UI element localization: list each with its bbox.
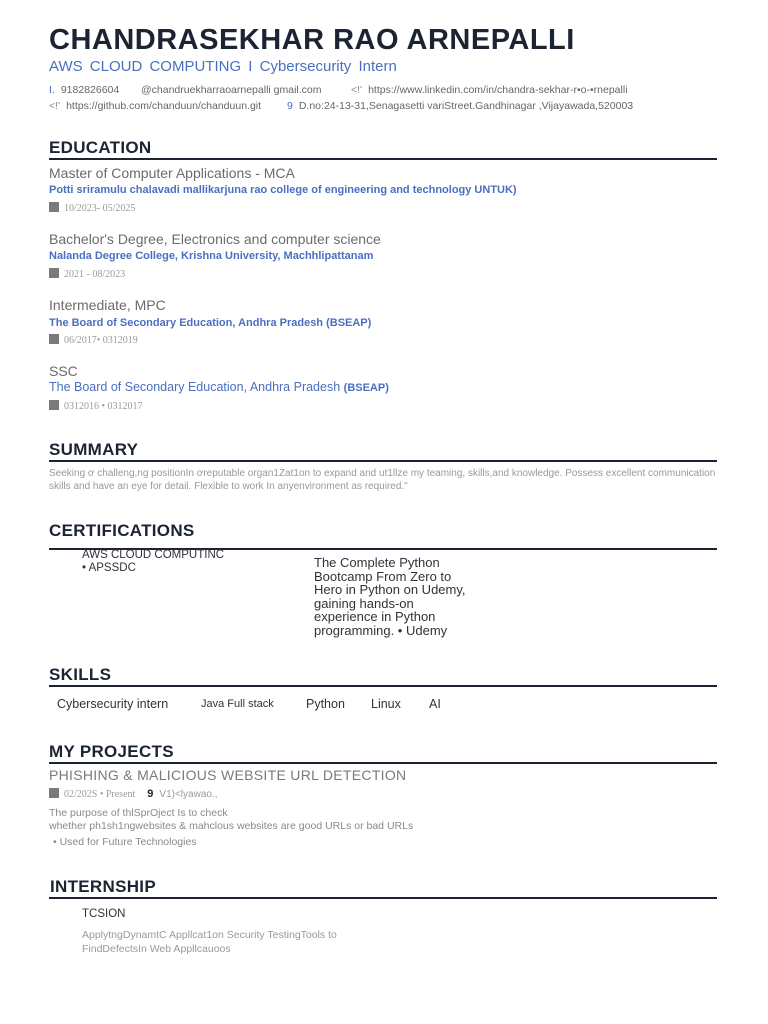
calendar-icon	[49, 268, 59, 278]
github-row[interactable]	[49, 100, 261, 112]
project-description: The purpose of thlSprOject Is to check whether ph1sh1ngwebsites & mahclous websites are good URLs or bad URLs	[49, 807, 414, 832]
certification-aws: AWS CLOUD COMPUTINC • APSSDC	[82, 549, 225, 574]
education-institution	[49, 380, 389, 394]
phone-row	[49, 84, 119, 96]
education-institution: Nalanda Degree College, Krishna University, Machhlipattanam	[49, 250, 374, 262]
location-pin-icon: 9	[287, 100, 293, 112]
education-dates	[49, 268, 125, 280]
link-icon: <!'	[351, 84, 363, 96]
education-dates-text: 10/2023- 05/2025	[64, 203, 136, 214]
section-title-projects: MY PROJECTS	[49, 742, 174, 761]
education-dates	[49, 334, 138, 346]
education-degree: Master of Computer Applications - MCA	[49, 165, 295, 181]
email-row[interactable]	[141, 84, 322, 96]
linkedin-link[interactable]: https://www.linkedin.com/in/chandra-sekhar-r•o-•rnepalli	[368, 84, 628, 96]
skill-tag: Java Full stack	[201, 698, 274, 710]
phone-icon: I.	[49, 84, 55, 96]
education-dates	[49, 202, 135, 214]
education-dates	[49, 400, 143, 412]
calendar-icon	[49, 400, 59, 410]
education-institution-suffix: (BSEAP)	[343, 382, 389, 394]
summary-text: Seeking ơ challeng,ng positionIn ơreputable organ1Zat1on to expand and ut1llze my teaming, skills,and knowledge. Possess excellent communication skills and have an eye for detail. Flexible to work In anyenvironment as required."	[49, 468, 716, 492]
phone-text: 9182826604	[60, 84, 120, 96]
section-title-internship: INTERNSHIP	[50, 877, 156, 896]
project-dates: 02/202S • Present	[64, 789, 136, 800]
section-title-education: EDUCATION	[49, 138, 152, 157]
section-divider	[49, 897, 717, 899]
education-degree: Bachelor's Degree, Electronics and computer science	[49, 231, 381, 247]
skill-tag: Python	[306, 697, 345, 711]
education-institution: Potti sriramulu chalavadi mallikarjuna rao college of engineering and technology UNTUK)	[49, 184, 517, 196]
location-pin-icon: 9	[147, 788, 154, 800]
internship-company: TCSION	[82, 908, 126, 920]
calendar-icon	[49, 788, 59, 798]
project-location: V1)<lyawao.,	[159, 789, 218, 800]
candidate-name: CHANDRASEKHAR RAO ARNEPALLI	[49, 24, 575, 56]
education-degree: Intermediate, MPC	[49, 297, 166, 313]
section-divider	[49, 460, 717, 462]
section-divider	[49, 158, 717, 160]
skill-tag: Linux	[371, 697, 401, 711]
education-institution: The Board of Secondary Education, Andhra Pradesh (BSEAP)	[49, 317, 372, 329]
project-title: PHISHING & MALICIOUS WEBSITE URL DETECTION	[49, 767, 407, 783]
education-institution-text: The Board of Secondary Education, Andhra Pradesh	[49, 380, 341, 394]
internship-description: ApplytngDynamtC Appllcat1on Security TestingTools to FindDefectsIn Web Appllcauoos	[82, 929, 337, 955]
skill-tag: AI	[429, 697, 441, 711]
candidate-role: AWS CLOUD COMPUTING I Cybersecurity Intern	[49, 58, 397, 75]
calendar-icon	[49, 334, 59, 344]
email-text[interactable]: @chandruekharraoarnepalli gmail.com	[141, 84, 322, 96]
linkedin-row[interactable]	[351, 84, 628, 96]
link-icon: <!'	[49, 100, 61, 112]
education-dates-text: 06/2017• 0312019	[64, 335, 138, 346]
certification-python: The Complete Python Bootcamp From Zero to Hero in Python on Udemy, gaining hands-on experience in Python programming. • Udemy	[314, 555, 466, 638]
education-degree: SSC	[49, 363, 78, 379]
github-link[interactable]: https://github.com/chanduun/chanduun.git	[66, 100, 262, 112]
project-meta	[49, 788, 218, 800]
education-dates-text: 0312016 • 0312017	[64, 401, 143, 412]
section-divider	[49, 685, 717, 687]
section-title-summary: SUMMARY	[49, 440, 139, 459]
section-title-certifications: CERTIFICATIONS	[49, 521, 195, 540]
education-dates-text: 2021 - 08/2023	[64, 269, 126, 280]
skill-tag: Cybersecurity intern	[57, 697, 169, 711]
section-title-skills: SKILLS	[49, 665, 112, 684]
calendar-icon	[49, 202, 59, 212]
project-bullet: • Used for Future Technologies	[53, 836, 197, 848]
section-divider	[49, 762, 717, 764]
address-row	[287, 100, 633, 112]
address-text: D.no:24-13-31,Senagasetti variStreet.Gandhinagar ,Vijayawada,520003	[298, 100, 634, 112]
